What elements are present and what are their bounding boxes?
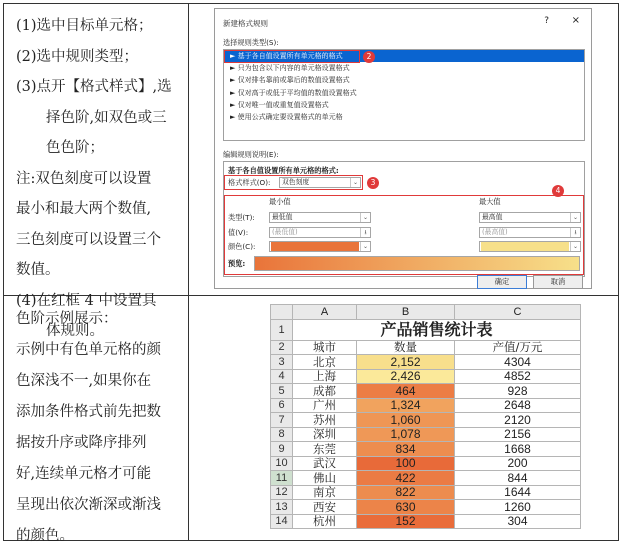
city-cell[interactable]: 南京 [293, 485, 357, 500]
header-row [271, 340, 581, 355]
steps-text [16, 11, 186, 347]
step-line: (4)在红框 4 中设置具 [16, 292, 157, 309]
min-value-input[interactable] [269, 227, 371, 238]
preview-label: 预览: [228, 259, 246, 268]
quantity-cell[interactable]: 630 [357, 500, 455, 515]
ok-button[interactable]: 确定 [477, 275, 527, 289]
row-number[interactable]: 8 [271, 427, 293, 442]
quantity-cell[interactable]: 2,152 [357, 355, 455, 370]
row-number[interactable]: 12 [271, 485, 293, 500]
city-cell[interactable]: 杭州 [293, 514, 357, 529]
city-cell[interactable]: 武汉 [293, 456, 357, 471]
value-cell[interactable]: 2648 [455, 398, 581, 413]
value-cell[interactable]: 2120 [455, 413, 581, 428]
value-cell[interactable]: 928 [455, 384, 581, 399]
max-type-select[interactable] [479, 212, 581, 223]
range-picker-icon[interactable]: ⭳ [570, 228, 580, 237]
title-row [271, 319, 581, 340]
city-cell[interactable]: 苏州 [293, 413, 357, 428]
desc-line: 据按升序或降序排列 [16, 435, 147, 451]
spreadsheet-example [270, 304, 582, 530]
step-line: 择色阶,如双色或三 [46, 109, 167, 126]
table-row [271, 398, 581, 413]
note-line: 最小和最大两个数值, [16, 201, 152, 217]
value-cell[interactable]: 4304 [455, 355, 581, 370]
rule-type-label: 选择规则类型(S): [223, 38, 279, 47]
step-line: 体规则。 [46, 323, 104, 339]
max-type-value: 最高值 [482, 213, 503, 221]
column-header-row [271, 305, 581, 320]
column-header[interactable]: A [293, 305, 357, 320]
quantity-cell[interactable]: 422 [357, 471, 455, 486]
row-number[interactable]: 10 [271, 456, 293, 471]
header-qty[interactable]: 数量 [357, 340, 455, 355]
quantity-cell[interactable]: 1,078 [357, 427, 455, 442]
rule-type-item[interactable]: ► 基于各自值设置所有单元格的格式 [224, 50, 584, 62]
example-description [16, 304, 184, 552]
highlight-box-2 [224, 50, 360, 63]
rule-type-item[interactable]: ► 仅对高于或低于平均值的数值设置格式 [230, 88, 357, 97]
new-format-rule-dialog [214, 8, 592, 289]
color-label: 颜色(C): [228, 242, 256, 251]
row-number[interactable]: 14 [271, 514, 293, 529]
close-button[interactable]: × [571, 15, 580, 26]
step-line: (1)选中目标单元格； [16, 18, 153, 34]
badge-3: 3 [367, 177, 379, 189]
city-cell[interactable]: 成都 [293, 384, 357, 399]
table-row [271, 384, 581, 399]
max-header: 最大值 [479, 197, 501, 206]
type-label: 类型(T): [228, 213, 255, 222]
row-number[interactable]: 11 [271, 471, 293, 486]
table-row [271, 456, 581, 471]
max-value: (最高值) [482, 228, 508, 236]
sheet-grid [270, 304, 581, 529]
max-color-swatch [481, 242, 569, 251]
row-number[interactable]: 1 [271, 319, 293, 340]
note-line: 三色刻度可以设置三个 [16, 231, 161, 248]
preview-gradient [254, 256, 580, 271]
quantity-cell[interactable]: 2,426 [357, 369, 455, 384]
quantity-cell[interactable]: 834 [357, 442, 455, 457]
value-cell[interactable]: 304 [455, 514, 581, 529]
table-row [271, 442, 581, 457]
city-cell[interactable]: 佛山 [293, 471, 357, 486]
min-type-select[interactable] [269, 212, 371, 223]
chevron-down-icon: ⌄ [360, 242, 370, 251]
rule-type-item[interactable]: ► 只为包含以下内容的单元格设置格式 [230, 64, 350, 73]
city-cell[interactable]: 西安 [293, 500, 357, 515]
header-city[interactable]: 城市 [293, 340, 357, 355]
note-line: 注:双色刻度可以设置 [16, 170, 152, 187]
format-style-value: 双色刻度 [282, 178, 310, 186]
value-cell[interactable]: 1260 [455, 500, 581, 515]
column-divider [188, 4, 189, 540]
edit-rule-label: 编辑规则说明(E): [223, 150, 279, 159]
cancel-button[interactable]: 取消 [533, 275, 583, 289]
desc-line: 色阶示例展示： [16, 311, 118, 327]
row-number[interactable]: 13 [271, 500, 293, 515]
min-type-value: 最低值 [272, 213, 293, 221]
min-value: (最低值) [272, 228, 298, 236]
row-number[interactable]: 4 [271, 369, 293, 384]
value-cell[interactable]: 1644 [455, 485, 581, 500]
city-cell[interactable]: 上海 [293, 369, 357, 384]
badge-2: 2 [363, 51, 375, 63]
edit-rule-panel [223, 161, 585, 277]
column-header[interactable]: C [455, 305, 581, 320]
quantity-cell[interactable]: 1,324 [357, 398, 455, 413]
quantity-cell[interactable]: 464 [357, 384, 455, 399]
desc-line: 的颜色。 [16, 528, 74, 544]
city-cell[interactable]: 深圳 [293, 427, 357, 442]
row-number[interactable]: 5 [271, 384, 293, 399]
chevron-down-icon: ⌄ [350, 178, 360, 187]
quantity-cell[interactable]: 152 [357, 514, 455, 529]
value-label: 值(V): [228, 228, 249, 237]
row-number[interactable]: 2 [271, 340, 293, 355]
quantity-cell[interactable]: 100 [357, 456, 455, 471]
dialog-title: 新建格式规则 [223, 19, 268, 28]
min-color-swatch [271, 242, 359, 251]
rule-type-item[interactable]: ► 仅对唯一值或重复值设置格式 [230, 100, 329, 109]
city-cell[interactable]: 广州 [293, 398, 357, 413]
badge-4: 4 [552, 185, 564, 197]
select-all-corner[interactable] [271, 305, 293, 320]
table-row [271, 485, 581, 500]
row-number[interactable]: 9 [271, 442, 293, 457]
row-number[interactable]: 3 [271, 355, 293, 370]
edit-heading: 基于各自值设置所有单元格的格式: [228, 166, 339, 175]
header-value[interactable]: 产值/万元 [455, 340, 581, 355]
desc-line: 示例中有色单元格的颜 [16, 342, 161, 358]
table-row [271, 471, 581, 486]
column-header[interactable]: B [357, 305, 455, 320]
format-style-label: 格式样式(O): [228, 178, 271, 187]
quantity-cell[interactable]: 822 [357, 485, 455, 500]
min-header: 最小值 [269, 197, 291, 206]
chevron-down-icon: ⌄ [360, 213, 370, 222]
help-button[interactable]: ? [544, 16, 549, 26]
value-cell[interactable]: 1668 [455, 442, 581, 457]
value-cell[interactable]: 2156 [455, 427, 581, 442]
max-color-select[interactable] [479, 241, 581, 252]
value-cell[interactable]: 200 [455, 456, 581, 471]
value-cell[interactable]: 4852 [455, 369, 581, 384]
value-cell[interactable]: 844 [455, 471, 581, 486]
step-line: (2)选中规则类型； [16, 48, 139, 65]
step-line: (3)点开【格式样式】,选 [16, 79, 172, 95]
desc-line: 呈现出依次渐深或渐浅 [16, 497, 161, 513]
row-number[interactable]: 7 [271, 413, 293, 428]
table-row [271, 427, 581, 442]
table-row [271, 514, 581, 529]
rule-type-item[interactable]: ► 仅对排名靠前或靠后的数值设置格式 [230, 76, 350, 85]
chevron-down-icon: ⌄ [570, 213, 580, 222]
note-line: 数值。 [16, 262, 60, 278]
chevron-down-icon: ⌄ [570, 242, 580, 251]
desc-line: 色深浅不一,如果你在 [16, 373, 152, 389]
quantity-cell[interactable]: 1,060 [357, 413, 455, 428]
max-value-input[interactable] [479, 227, 581, 238]
city-cell[interactable]: 北京 [293, 355, 357, 370]
table-row [271, 413, 581, 428]
table-row [271, 369, 581, 384]
highlight-box-3 [224, 175, 363, 190]
table-row [271, 355, 581, 370]
desc-line: 好,连续单元格才可能 [16, 466, 152, 482]
desc-line: 添加条件格式前先把数 [16, 404, 161, 420]
range-picker-icon[interactable]: ⭳ [360, 228, 370, 237]
min-color-select[interactable] [269, 241, 371, 252]
rule-type-item[interactable]: ► 使用公式确定要设置格式的单元格 [230, 112, 343, 121]
sheet-title[interactable]: 产品销售统计表 [293, 319, 581, 340]
row-number[interactable]: 6 [271, 398, 293, 413]
city-cell[interactable]: 东莞 [293, 442, 357, 457]
step-line: 色色阶； [46, 140, 104, 156]
table-row [271, 500, 581, 515]
